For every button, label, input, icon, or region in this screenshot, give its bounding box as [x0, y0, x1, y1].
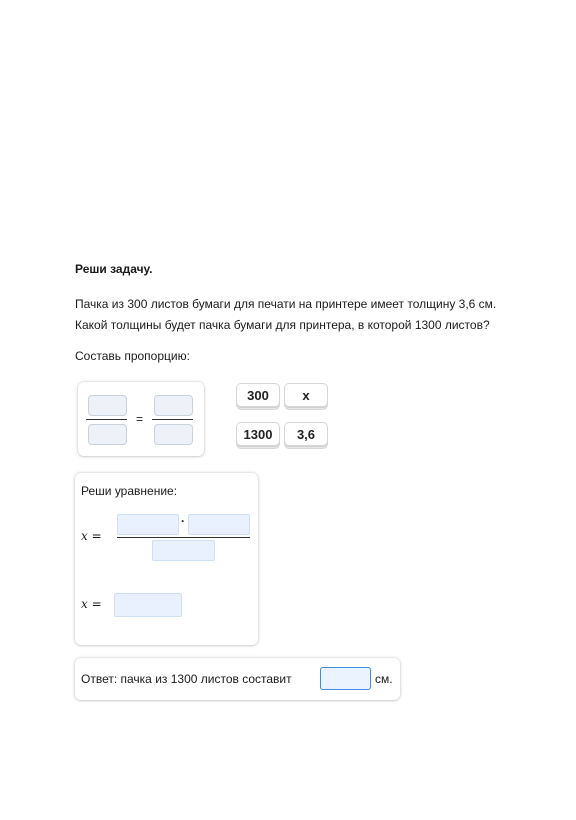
task-text: [75, 294, 565, 336]
proportion-slot-right-numerator[interactable]: [154, 395, 193, 416]
equation-label: Реши уравнение:: [81, 484, 178, 498]
x-equals-result-label: x =: [81, 597, 102, 611]
x-result-input[interactable]: [114, 593, 182, 617]
proportion-slot-right-denominator[interactable]: [154, 424, 193, 445]
tile-300[interactable]: 300: [236, 383, 280, 407]
equation-fraction-line: [117, 537, 250, 538]
denominator-input[interactable]: [152, 540, 215, 561]
tile-3-6[interactable]: 3,6: [284, 422, 328, 446]
answer-card: [75, 658, 400, 700]
numerator-input-2[interactable]: [188, 514, 250, 535]
proportion-slot-left-numerator[interactable]: [88, 395, 127, 416]
proportion-card: [78, 382, 204, 456]
fraction-line-left: [86, 419, 127, 420]
answer-prefix: Ответ: пачка из 1300 листов составит: [81, 672, 292, 686]
task-line-1: Пачка из 300 листов бумаги для печати на принтере имеет толщину 3,6 см.: [75, 297, 497, 311]
tile-1300[interactable]: 1300: [236, 422, 280, 446]
equation-card: [75, 473, 258, 645]
multiply-dot: ·: [181, 514, 185, 528]
answer-unit: см.: [375, 672, 393, 686]
equals-sign: =: [136, 412, 144, 426]
proportion-prompt: Составь пропорцию:: [75, 349, 190, 363]
task-title: Реши задачу.: [75, 262, 153, 276]
proportion-slot-left-denominator[interactable]: [88, 424, 127, 445]
x-equals-fraction-label: x =: [81, 529, 102, 543]
tile-x[interactable]: x: [284, 383, 328, 407]
task-line-2: Какой толщины будет пачка бумаги для принтера, в которой 1300 листов?: [75, 318, 490, 332]
numerator-input-1[interactable]: [117, 514, 179, 535]
answer-input[interactable]: [320, 667, 371, 690]
fraction-line-right: [152, 419, 193, 420]
